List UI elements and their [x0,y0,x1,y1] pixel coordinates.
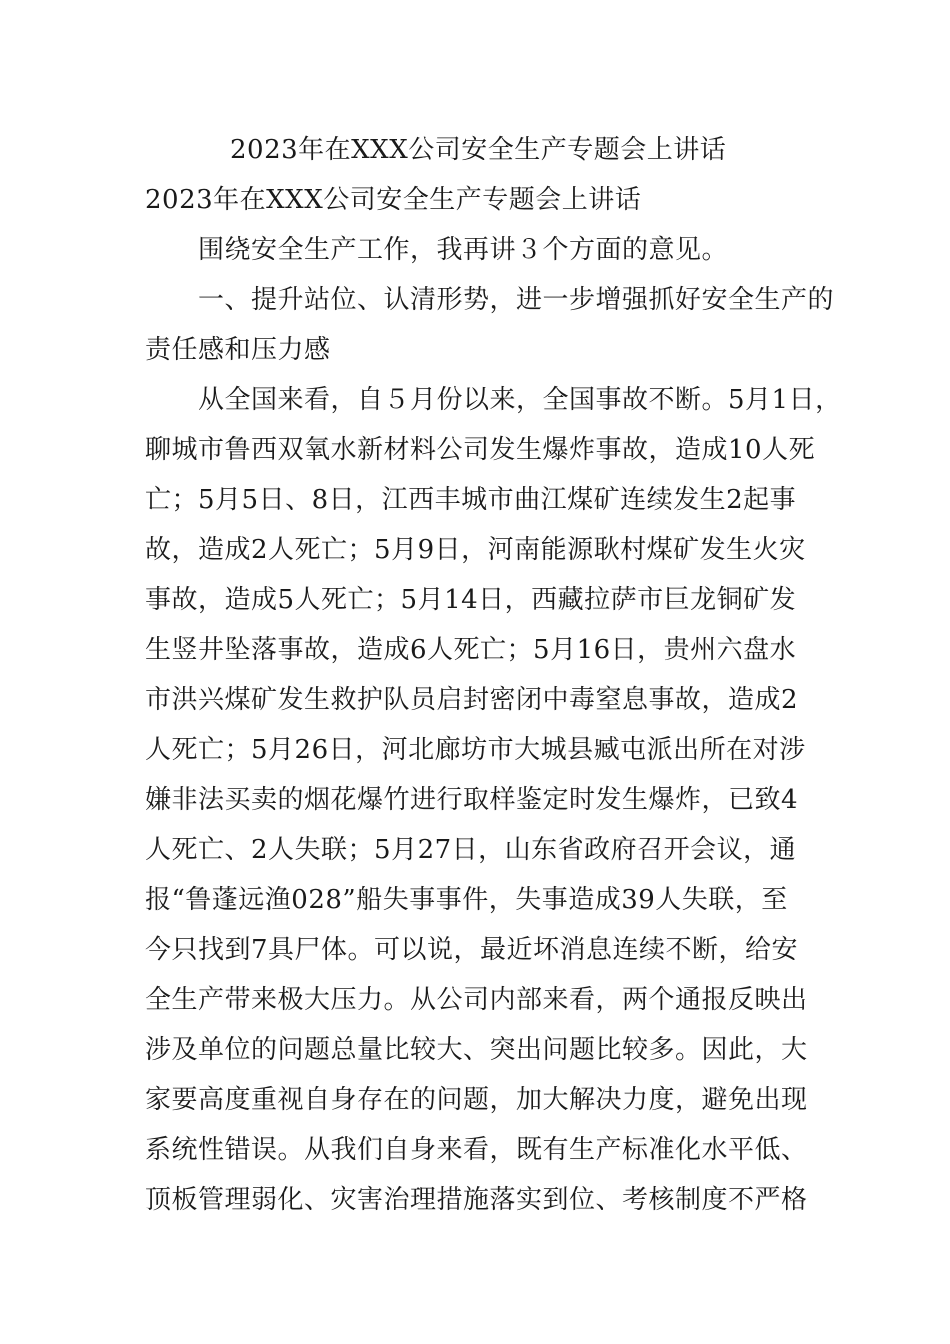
body-line: 市洪兴煤矿发生救护队员启封密闭中毒窒息事故，造成2 [145,685,799,715]
body-line: 围绕安全生产工作，我再讲３个方面的意见。 [145,235,729,265]
document-title: 2023年在XXX公司安全生产专题会上讲话 [230,135,727,165]
body-line: 报“鲁蓬远渔028”船失事事件，失事造成39人失联，至 [145,885,788,915]
body-line: 人死亡、2人失联；5月27日，山东省政府召开会议，通 [145,835,797,865]
body-line: 生竖井坠落事故，造成6人死亡；5月16日，贵州六盘水 [145,635,797,665]
body-line: 顶板管理弱化、灾害治理措施落实到位、考核制度不严格 [145,1185,808,1215]
body-line: 今只找到7具尸体。可以说，最近坏消息连续不断，给安 [145,935,799,965]
body-line: 亡；5月5日、8日，江西丰城市曲江煤矿连续发生2起事 [145,485,797,515]
body-line: 从全国来看，自５月份以来，全国事故不断。5月1日， [145,385,842,415]
body-line: 聊城市鲁西双氧水新材料公司发生爆炸事故，造成10人死 [145,435,816,465]
section-heading: 一、提升站位、认清形势，进一步增强抓好安全生产的 [145,285,835,315]
body-line: 全生产带来极大压力。从公司内部来看，两个通报反映出 [145,985,808,1015]
section-heading-cont: 责任感和压力感 [145,335,331,365]
body-line: 故，造成2人死亡；5月9日，河南能源耿村煤矿发生火灾 [145,535,806,565]
body-line: 涉及单位的问题总量比较大、突出问题比较多。因此，大 [145,1035,808,1065]
document-subtitle: 2023年在XXX公司安全生产专题会上讲话 [145,185,642,215]
body-line: 系统性错误。从我们自身来看，既有生产标准化水平低、 [145,1135,808,1165]
body-line: 事故，造成5人死亡；5月14日，西藏拉萨市巨龙铜矿发 [145,585,797,615]
body-line: 家要高度重视自身存在的问题，加大解决力度，避免出现 [145,1085,808,1115]
body-line: 嫌非法买卖的烟花爆竹进行取样鉴定时发生爆炸，已致4 [145,785,799,815]
body-line: 人死亡；5月26日，河北廊坊市大城县臧屯派出所在对涉 [145,735,806,765]
